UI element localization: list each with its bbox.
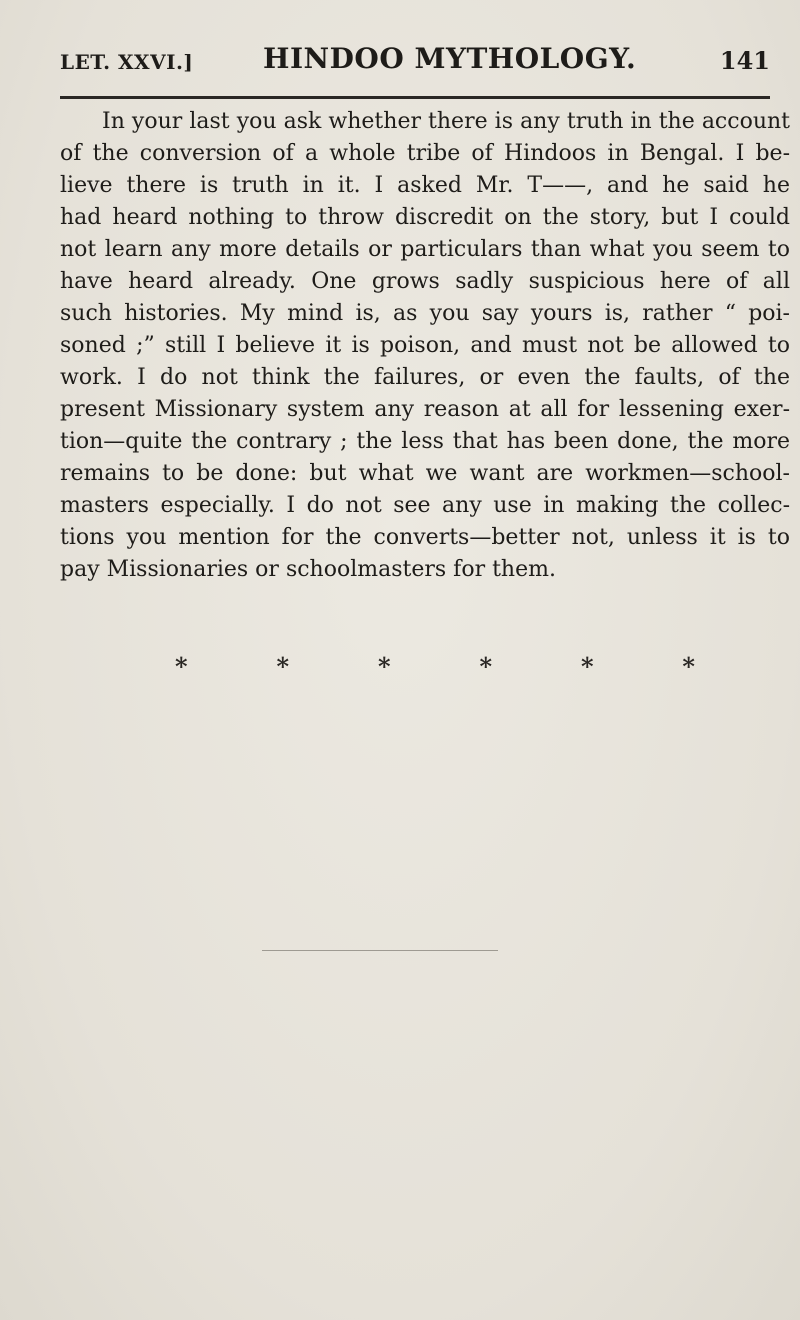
text-line: of the conversion of a whole tribe of Hindoos in Bengal. I be- [60,141,790,166]
page-title: HINDOO MYTHOLOGY. [263,42,637,75]
text-line: pay Missionaries or schoolmasters for them. [60,557,556,582]
text-line: tion—quite the contrary ; the less that has been done, the more [60,429,790,454]
text-line: present Missionary system any reason at all for lessening exer- [60,397,790,422]
section-break-stars [175,652,695,681]
asterisk-glyph: * [682,652,695,681]
running-head [60,42,770,82]
asterisk-glyph: * [580,652,594,681]
header-rule [60,96,770,99]
text-line: In your last you ask whether there is any truth in the account [102,109,790,134]
text-line: work. I do not think the failures, or even the faults, of the [60,365,790,390]
letter-reference: LET. XXVI.] [60,50,194,74]
asterisk-glyph: * [276,652,290,681]
asterisk-glyph: * [175,652,188,681]
text-line: not learn any more details or particulars than what you seem to [60,237,790,262]
text-line: remains to be done: but what we want are workmen—school- [60,461,790,486]
asterisk-glyph: * [479,652,493,681]
text-line: have heard already. One grows sadly suspicious here of all [60,269,790,294]
text-line: had heard nothing to throw discredit on the story, but I could [60,205,790,230]
text-line: tions you mention for the converts—better not, unless it is to [60,525,790,550]
text-line: lieve there is truth in it. I asked Mr. T——, and he said he [60,173,790,198]
body-paragraph [60,106,790,586]
text-line: masters especially. I do not see any use in making the collec- [60,493,790,518]
text-line: soned ;” still I believe it is poison, and must not be allowed to [60,333,790,358]
page-number: 141 [719,46,770,75]
bleed-through-rule [262,950,498,951]
asterisk-glyph: * [377,652,391,681]
text-line: such histories. My mind is, as you say yours is, rather “ poi- [60,301,790,326]
